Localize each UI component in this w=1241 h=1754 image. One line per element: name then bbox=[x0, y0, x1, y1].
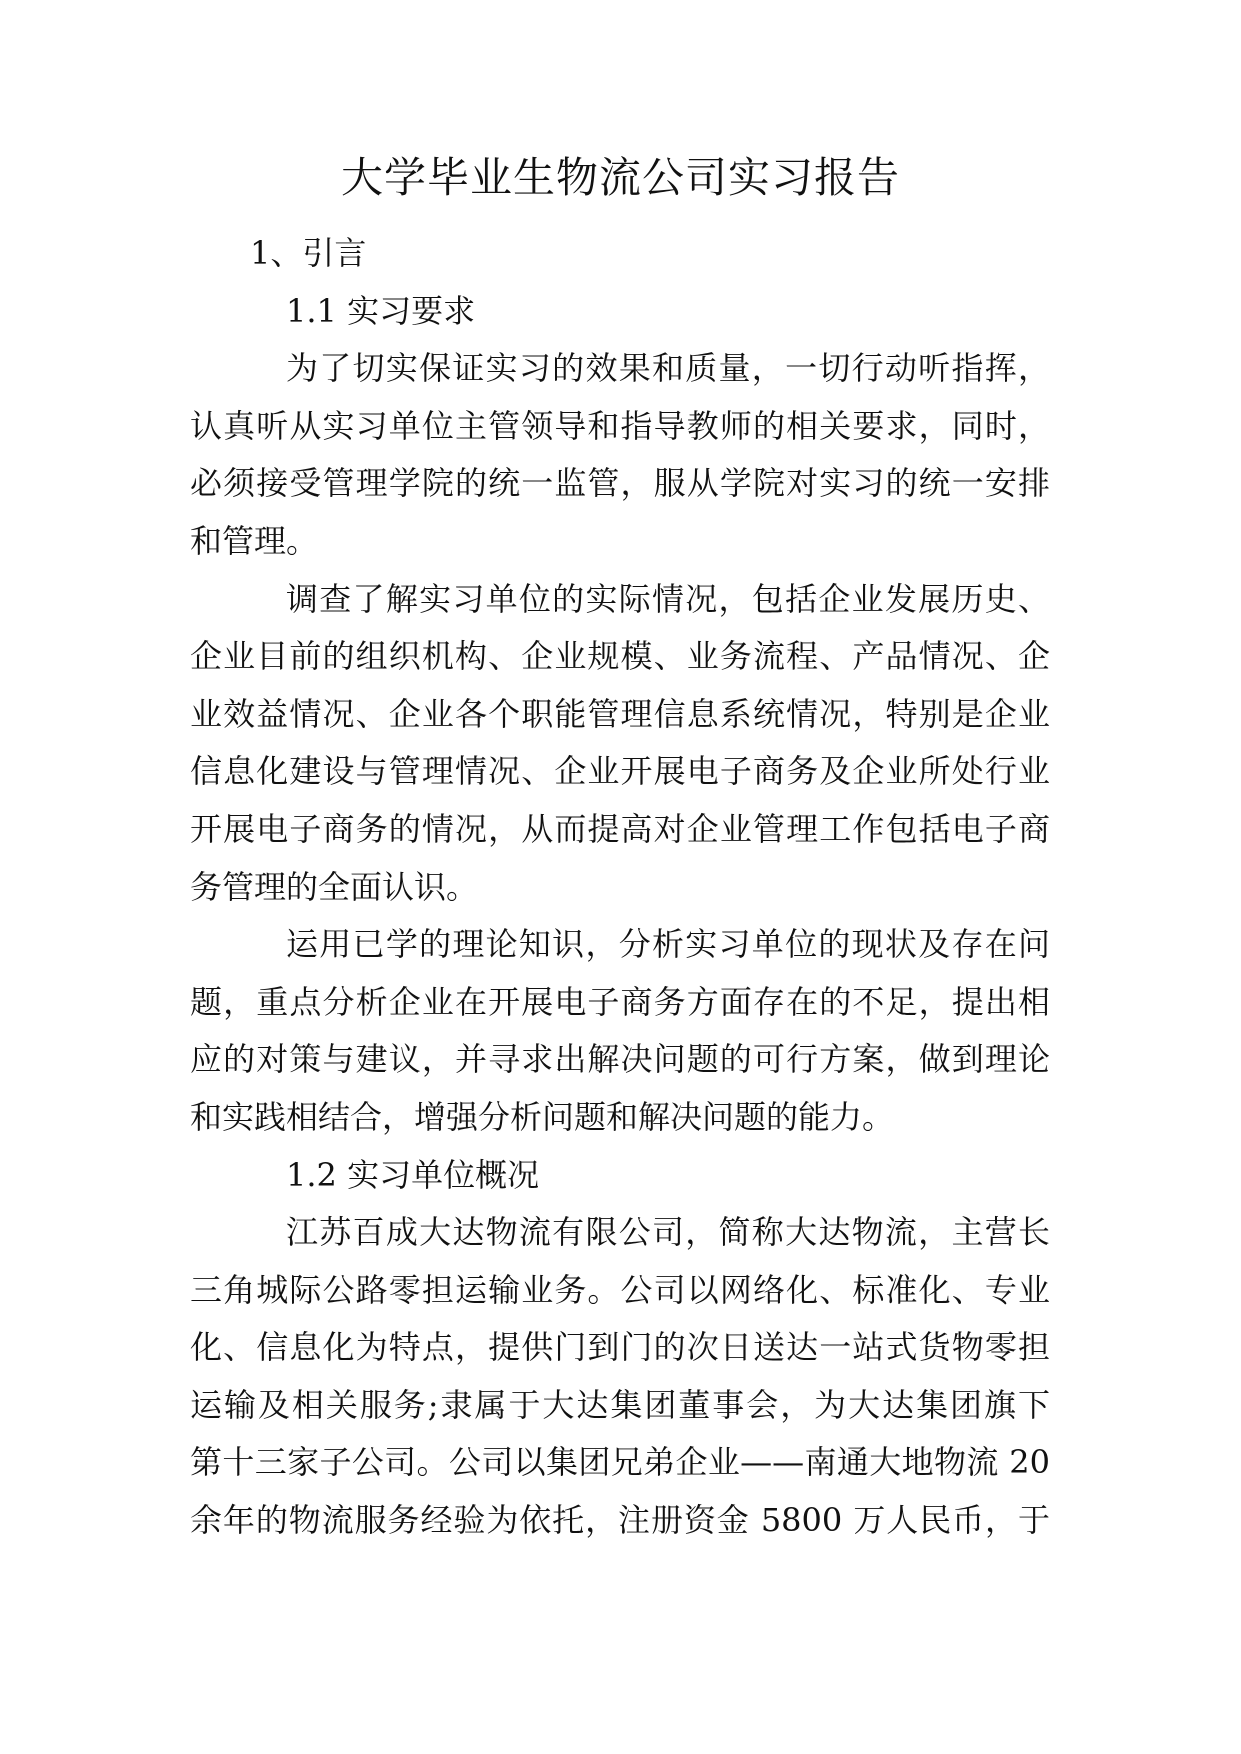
paragraph bbox=[190, 1204, 1050, 1550]
paragraph bbox=[190, 916, 1050, 1146]
document-title: 大学毕业生物流公司实习报告 bbox=[340, 153, 900, 202]
paragraph-line: 化、信息化为特点，提供门到门的次日送达一站式货物零担 bbox=[190, 1328, 1050, 1367]
paragraph-line: 调查了解实习单位的实际情况，包括企业发展历史、 bbox=[286, 579, 1050, 618]
paragraph-line: 应的对策与建议，并寻求出解决问题的可行方案，做到理论 bbox=[190, 1040, 1050, 1079]
paragraph-line: 三角城际公路零担运输业务。公司以网络化、标准化、专业 bbox=[190, 1270, 1050, 1309]
paragraph-line: 第十三家子公司。公司以集团兄弟企业——南通大地物流 20 bbox=[190, 1443, 1050, 1482]
paragraph-line: 江苏百成大达物流有限公司，简称大达物流，主营长 bbox=[286, 1213, 1050, 1252]
paragraph-line: 运输及相关服务;隶属于大达集团董事会，为大达集团旗下 bbox=[190, 1385, 1050, 1424]
paragraph-line: 运用已学的理论知识，分析实习单位的现状及存在问 bbox=[286, 925, 1050, 964]
subsection-heading: 1.1 实习要求 bbox=[286, 291, 476, 330]
paragraph bbox=[190, 571, 1050, 917]
paragraph bbox=[190, 340, 1050, 570]
paragraph-line: 和实践相结合，增强分析问题和解决问题的能力。 bbox=[190, 1097, 895, 1136]
paragraph-line: 余年的物流服务经验为依托，注册资金 5800 万人民币，于 bbox=[190, 1501, 1050, 1540]
paragraph-line: 认真听从实习单位主管领导和指导教师的相关要求，同时， bbox=[190, 406, 1050, 445]
paragraph-line: 必须接受管理学院的统一监管，服从学院对实习的统一安排 bbox=[190, 464, 1050, 503]
paragraph-line: 业效益情况、企业各个职能管理信息系统情况，特别是企业 bbox=[190, 694, 1050, 733]
paragraph-line: 信息化建设与管理情况、企业开展电子商务及企业所处行业 bbox=[190, 752, 1050, 791]
paragraph-line: 企业目前的组织机构、企业规模、业务流程、产品情况、企 bbox=[190, 637, 1050, 676]
paragraph-line: 题，重点分析企业在开展电子商务方面存在的不足，提出相 bbox=[190, 982, 1050, 1021]
paragraph-line: 为了切实保证实习的效果和质量，一切行动听指挥， bbox=[286, 349, 1050, 388]
document-body bbox=[190, 225, 1050, 1550]
subsection-heading: 1.2 实习单位概况 bbox=[286, 1155, 540, 1194]
paragraph-line: 开展电子商务的情况，从而提高对企业管理工作包括电子商 bbox=[190, 809, 1050, 848]
paragraph-line: 务管理的全面认识。 bbox=[190, 867, 479, 906]
section-heading: 1、引言 bbox=[250, 234, 367, 272]
paragraph-line: 和管理。 bbox=[190, 521, 319, 560]
